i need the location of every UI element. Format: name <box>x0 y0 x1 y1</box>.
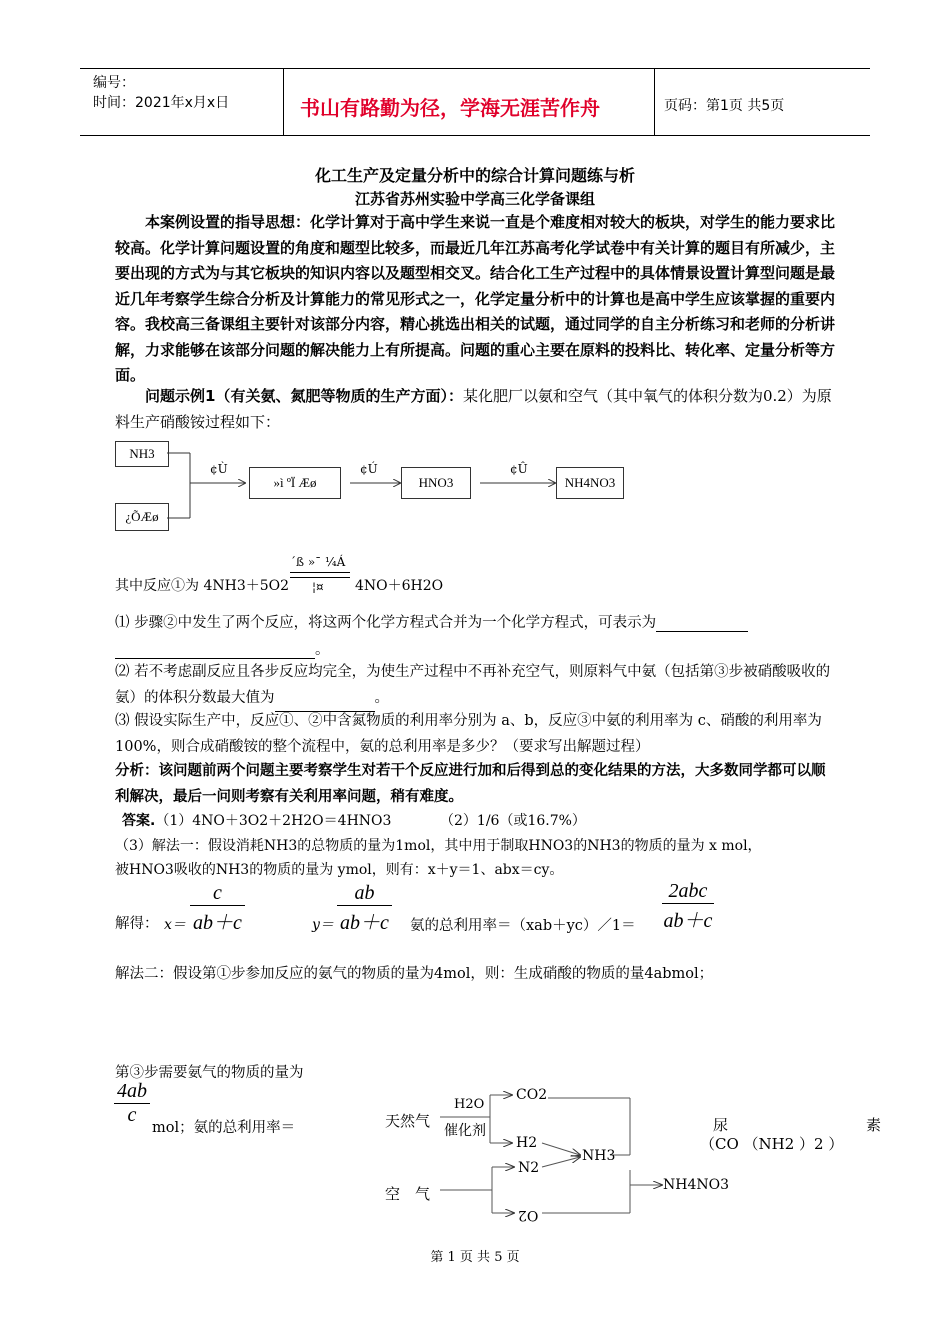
step2-label: ¢Ú <box>360 462 378 476</box>
step3-need: 第③步需要氨气的物质的量为 <box>115 1065 304 1081</box>
question-2-text: ⑵ 若不考虑副反应且各步反应均完全，为使生产过程中不再补充空气，则原料气中氨（包括第③步被硝酸吸收的氨）的体积分数最大值为 <box>115 664 831 706</box>
reaction-condition-top: ´ß »¯ ¼Á <box>290 555 346 569</box>
flow2-arrow-n2-nh3 <box>542 1157 580 1167</box>
intro-paragraph: 本案例设置的指导思想：化学计算对于高中学生来说一直是个难度相对较大的板块，对学生的能力要求比较高。化学计算问题设置的角度和题型比较多，而最近几年江苏高考化学试卷中有关计算的题目有所减少，主要出现的方式为与其它板块的知识内容以及题型相交叉。结合化工生产过程中的具体情景设置计算型问题是最近几年考察学生综合分析及计算能力的常见形式之一，化学定量分析中的计算也是高中学生应该掌握的重要内容。我校高三备课组主要针对该部分内容，精心挑选出相关的试题，通过同学的自主分析练习和老师的分析讲解，力求能够在该部分问题的解决能力上有所提高。问题的重心主要在原料的投料比、转化率、定量分析等方面。 <box>115 213 836 384</box>
box-mixed-gas: »ì ºÏ Æø <box>249 467 341 499</box>
flow2-co2: CO2 <box>516 1087 548 1103</box>
step3-label: ¢Û <box>510 462 528 476</box>
question-3: ⑶ 假设实际生产中，反应①、②中含氮物质的利用率分别为 a、b，反应③中氨的利用率为 c、硝酸的利用率为100%，则合成硝酸铵的整个流程中，氨的总利用率是多少？（要求写出解题过程） <box>115 713 822 755</box>
answer-line-1 <box>122 810 391 830</box>
header-time: 时间：2021年x月x日 <box>93 95 230 111</box>
answer-3-line2: 被HNO3吸收的NH3的物质的量为 ymol，则有：x＋y＝1、abx＝cy。 <box>115 862 564 878</box>
fraction-y-denominator: ab＋c <box>337 905 392 935</box>
flow2-catalyst: 催化剂 <box>444 1123 486 1139</box>
fraction-4ab-c <box>114 1080 150 1127</box>
question-1-text: ⑴ 步骤②中发生了两个反应，将这两个化学方程式合并为一个化学方程式，可表示为 <box>115 615 657 631</box>
question-2-end: 。 <box>374 689 389 706</box>
fraction-y <box>337 882 392 935</box>
answer-2: （2）1/6（或16.7%） <box>440 813 586 829</box>
header-motto: 书山有路勤为径，学海无涯苦作舟 <box>300 96 600 120</box>
answer-blank-1a[interactable] <box>656 615 748 632</box>
fraction-x-numerator: c <box>213 882 222 904</box>
box-nh4no3: NH4NO3 <box>556 467 624 499</box>
fraction-x <box>190 882 245 935</box>
question-2 <box>115 660 837 712</box>
flow2-h2: H2 <box>516 1135 538 1151</box>
answer-blank-1b[interactable] <box>115 642 315 659</box>
reaction-prefix: 其中反应①为 4NH3＋5O2 <box>115 578 290 594</box>
flow2-urea-2: 素 <box>866 1116 882 1134</box>
flow2-nh4no3: NH4NO3 <box>663 1177 730 1193</box>
total-utilization-text: 氨的总利用率＝（xab＋yc）／1＝ <box>410 918 636 934</box>
example-text: 某化肥厂以氨和空气（其中氧气的体积分数为0.2）为原料生产硝酸铵过程如下： <box>115 387 832 431</box>
fraction-total-numerator: 2abc <box>668 880 708 902</box>
x-equals: x＝ <box>164 917 186 933</box>
analysis-paragraph: 分析：该问题前两个问题主要考察学生对若干个反应进行加和后得到总的变化结果的方法，大多数同学都可以顺利解决，最后一问则考察有关利用率问题，稍有难度。 <box>115 763 826 805</box>
box-nh3: NH3 <box>115 441 169 467</box>
flow2-arrow-h2-nh3 <box>542 1143 580 1155</box>
fraction-4ab-denominator: c <box>114 1103 150 1127</box>
page-subtitle: 江苏省苏州实验中学高三化学备课组 <box>354 190 595 208</box>
header-divider-right <box>654 68 655 136</box>
mol-text: mol；氨的总利用率＝ <box>152 1120 296 1136</box>
fraction-y-numerator: ab <box>354 882 375 904</box>
example-label: 问题示例1（有关氨、氮肥等物质的生产方面）： <box>145 387 463 405</box>
flow2-o2: O2 <box>518 1207 539 1223</box>
fraction-total-denominator: ab＋c <box>662 903 714 933</box>
question-1-end: 。 <box>315 642 330 658</box>
header-page-info: 页码：第1页 共5页 <box>664 98 785 114</box>
question-1 <box>115 611 748 632</box>
flow2-h2o: H2O <box>454 1097 485 1112</box>
fraction-x-denominator: ab＋c <box>190 905 245 935</box>
y-equals: y＝ <box>312 917 334 933</box>
fraction-total <box>662 880 714 933</box>
flow2-urea-1: 尿 <box>713 1116 729 1134</box>
fraction-4ab-numerator: 4ab <box>117 1080 147 1102</box>
page-footer: 第 1 页 共 5 页 <box>430 1250 520 1265</box>
flow2-nh3: NH3 <box>582 1148 616 1164</box>
flow2-n2: N2 <box>518 1160 540 1176</box>
header-top-rule <box>80 68 870 69</box>
reaction-product: 4NO＋6H2O <box>355 578 444 594</box>
box-hno3: HNO3 <box>401 467 471 499</box>
step1-label: ¢Ù <box>210 462 228 476</box>
header-number: 编号： <box>93 75 135 91</box>
header-divider-left <box>283 68 284 136</box>
reaction-condition-bottom: ¦¤ <box>312 580 324 594</box>
reaction-equals <box>290 572 350 578</box>
solve-label: 解得： <box>115 916 159 932</box>
flow2-natural-gas: 天然气 <box>385 1112 431 1130</box>
answer-3-line1: （3）解法一：假设消耗NH3的总物质的量为1mol，其中用于制取HNO3的NH3的物质的量为 x mol， <box>115 838 762 854</box>
question-1-cont <box>115 638 330 659</box>
answer-label: 答案. <box>122 813 156 829</box>
flow2-urea-formula: （CO （NH2 ）2 ） <box>700 1135 844 1153</box>
header-bottom-rule <box>80 135 870 136</box>
page-title: 化工生产及定量分析中的综合计算问题练与析 <box>314 166 635 185</box>
example-paragraph <box>115 384 837 435</box>
flow2-air: 空 气 <box>385 1185 431 1203</box>
method-2: 解法二：假设第①步参加反应的氨气的物质的量为4mol，则：生成硝酸的物质的量4abmol； <box>115 966 714 982</box>
box-air: ¿ÕÆø <box>115 503 169 531</box>
answer-1: （1）4NO＋3O2＋2H2O＝4HNO3 <box>155 813 392 829</box>
